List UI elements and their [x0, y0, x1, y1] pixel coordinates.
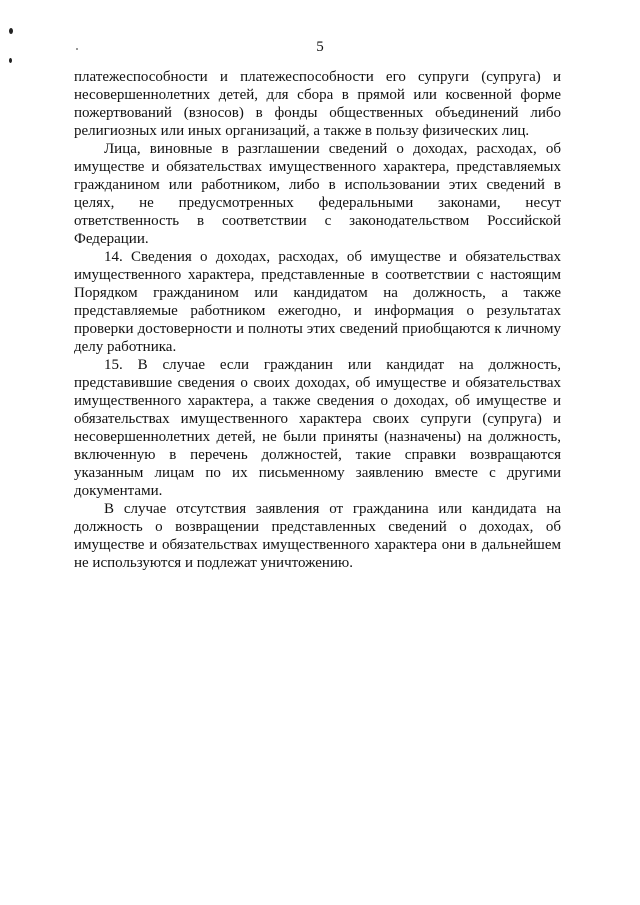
- scan-speck: [9, 58, 12, 63]
- paragraph-item-15: 15. В случае если гражданин или кандидат на должность, представившие сведения о своих доходах, об имуществе и обязательствах имущественного характера, а также сведения о доходах, об имуществе и обязательствах имущественного характера своих супруги (супруга) и несовершеннолетних детей, не были приняты (назначены) на должность, включенную в перечень должностей, такие справки возвращаются указанным лицам по их письменному заявлению вместе с другими документами.: [74, 357, 561, 499]
- paragraph-continuation: платежеспособности и платежеспособности его супруги (супруга) и несовершеннолетних детей, для сбора в прямой или косвенной форме пожертвований (взносов) в фонды общественных объединений либо религиозных или иных организаций, а также в пользу физических лиц.: [74, 69, 561, 139]
- paragraph-destruction: В случае отсутствия заявления от гражданина или кандидата на должность о возвращении представленных сведений о доходах, об имуществе и обязательствах имущественного характера они в дальнейшем не используются и подлежат уничтожению.: [74, 501, 561, 571]
- body-text: [74, 68, 561, 572]
- paragraph-liability: Лица, виновные в разглашении сведений о доходах, расходах, об имуществе и обязательствах имущественного характера, представляемых гражданином или работником, либо в использовании этих сведений в целях, не предусмотренных федеральными законами, несут ответственность в соответствии с законодательством Российской Федерации.: [74, 141, 561, 247]
- page-number: 5: [316, 39, 324, 55]
- paragraph-item-14: 14. Сведения о доходах, расходах, об имуществе и обязательствах имущественного характера, представленные в соответствии с настоящим Порядком гражданином или кандидатом на должность, а также представляемые работником ежегодно, и информация о результатах проверки достоверности и полноты этих сведений приобщаются к личному делу работника.: [74, 249, 561, 355]
- scan-speck: [9, 28, 13, 34]
